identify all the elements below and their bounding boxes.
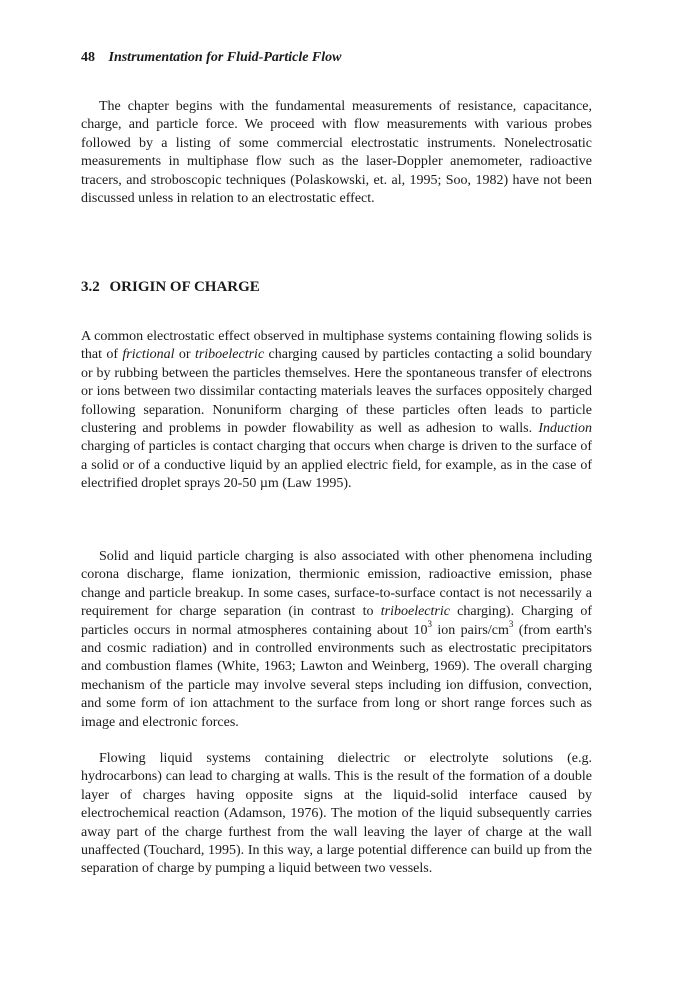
origin-paragraph-3: [81, 750, 592, 879]
text-run: ion pairs/cm: [431, 622, 509, 638]
section-number: 3.2: [81, 279, 100, 295]
text-run: A common electrostatic effect observed in multiphase systems containing flowing solids is that of: [81, 329, 592, 363]
origin-paragraph-2: [81, 548, 592, 732]
text-run: charging). Charging of particles occurs in normal atmospheres containing about 10: [81, 604, 592, 638]
origin-paragraph-1: [81, 328, 592, 494]
book-title: Instrumentation for Fluid-Particle Flow: [108, 50, 342, 65]
text-run: (from earth's and cosmic radiation) and in controlled environments such as electrostatic precipitators and combustion flames (White, 1963; Lawton and Weinberg, 1969). The overall charging mechanism of the particle may involve several steps including ion diffusion, convection, and some form of ion attachment to the surface from long or short range forces such as image and electronic forces.: [81, 622, 592, 730]
emphasis-term: Induction: [538, 421, 592, 437]
section-title: ORIGIN OF CHARGE: [109, 279, 260, 295]
intro-paragraph-text: The chapter begins with the fundamental measurements of resistance, capacitance, charge, and particle force. We proceed with flow measurements with various probes followed by a listing of some commercial electrostatic instruments. Nonelectrosatic measurements in multiphase flow such as the laser-Doppler anemometer, radioactive tracers, and stroboscopic techniques (Polaskowski, et. al, 1995; Soo, 1982) have not been discussed unless in relation to an electrostatic effect.: [81, 99, 592, 207]
intro-paragraph: [81, 98, 592, 208]
emphasis-term: triboelectric: [194, 347, 265, 363]
page-number: 48: [81, 50, 95, 65]
superscript: 3: [427, 618, 432, 629]
section-heading: [81, 279, 260, 296]
running-header: [81, 50, 342, 66]
emphasis-term: triboelectric: [380, 604, 450, 620]
origin-paragraph-3-text: Flowing liquid systems containing dielectric or electrolyte solutions (e.g. hydrocarbons) can lead to charging at walls. This is the result of the formation of a double layer of charges having opposite signs at the liquid-solid interface caused by electrochemical reaction (Adamson, 1976). The motion of the liquid subsequently carries away part of the charge furthest from the wall leaving the layer of charge at the wall unaffected (Touchard, 1995). In this way, a large potential difference can build up from the separation of charge by pumping a liquid between two vessels.: [81, 751, 592, 877]
text-run: or: [174, 347, 195, 363]
text-run: Solid and liquid particle charging is also associated with other phenomena including corona discharge, flame ionization, thermionic emission, radioactive emission, phase change and particle breakup. In some cases, surface-to-surface contact is not necessarily a requirement for charge separation (in contrast to: [81, 549, 592, 620]
emphasis-term: frictional: [122, 347, 175, 363]
superscript: 3: [508, 618, 514, 629]
text-run: charging caused by particles contacting a solid boundary or by rubbing between the particles themselves. Here the spontaneous transfer of electrons or ions between two dissimilar contacting materials leaves the surfaces oppositely charged following separation. Nonuniform charging of these particles often leads to particle clustering and problems in powder flowability as well as adhesion to walls.: [81, 347, 593, 437]
text-run: charging of particles is contact charging that occurs when charge is driven to the surface of a solid or of a conductive liquid by an applied electric field, for example, as in the case of electrified droplet sprays 20-50 µm (Law 1995).: [81, 439, 592, 492]
